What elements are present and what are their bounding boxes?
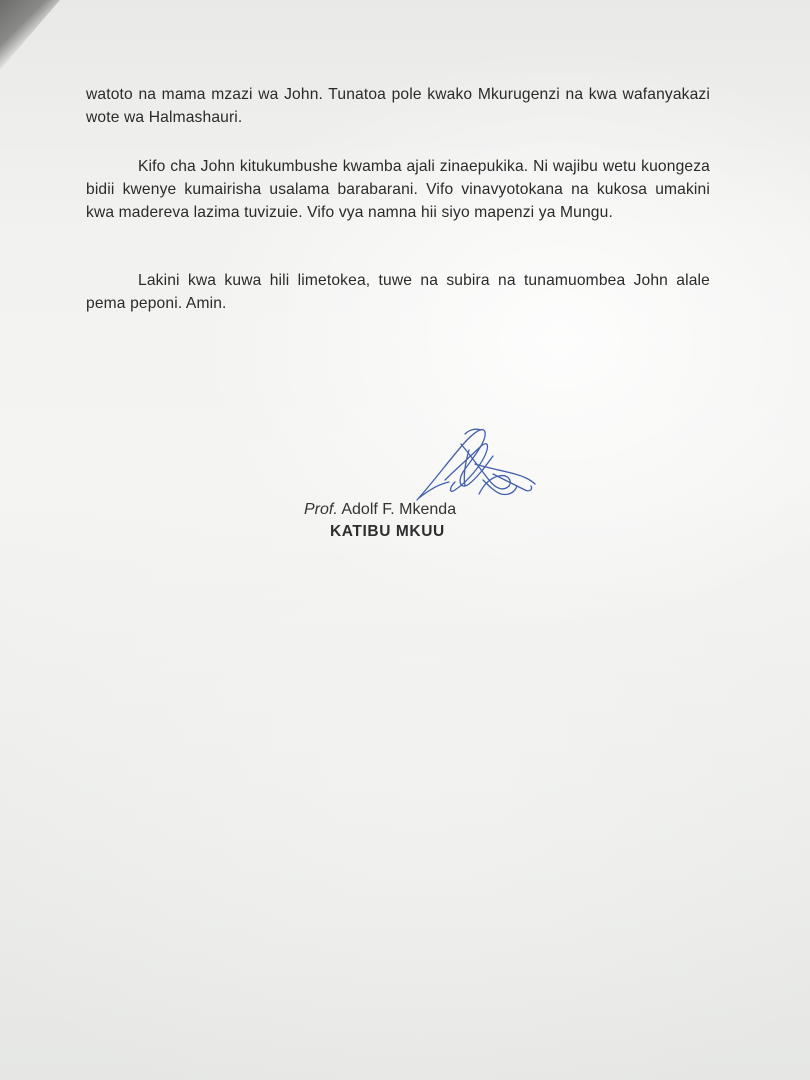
signatory-full-name: Adolf F. Mkenda xyxy=(337,501,457,518)
signatory-title-prefix: Prof. xyxy=(304,501,338,518)
letter-paragraph-1: watoto na mama mzazi wa John. Tunatoa pole kwako Mkurugenzi na kwa wafanyakazi wote wa Halmashauri. xyxy=(86,86,710,126)
letter-paragraph-2: Kifo cha John kitukumbushe kwamba ajali zinaepukika. Ni wajibu wetu kuongeza bidii kwenye kumairisha usalama barabarani. Vifo vinavyotokana na kukosa umakini kwa madereva lazima tuvizuie. Vifo vya namna hii siyo mapenzi ya Mungu. xyxy=(86,158,710,221)
letter-paragraph-3: Lakini kwa kuwa hili limetokea, tuwe na subira na tunamuombea John alale pema peponi. Amin. xyxy=(86,272,710,312)
signatory-role: KATIBU MKUU xyxy=(330,523,445,540)
page-corner-shadow xyxy=(0,0,60,70)
signatory-name xyxy=(304,500,456,520)
